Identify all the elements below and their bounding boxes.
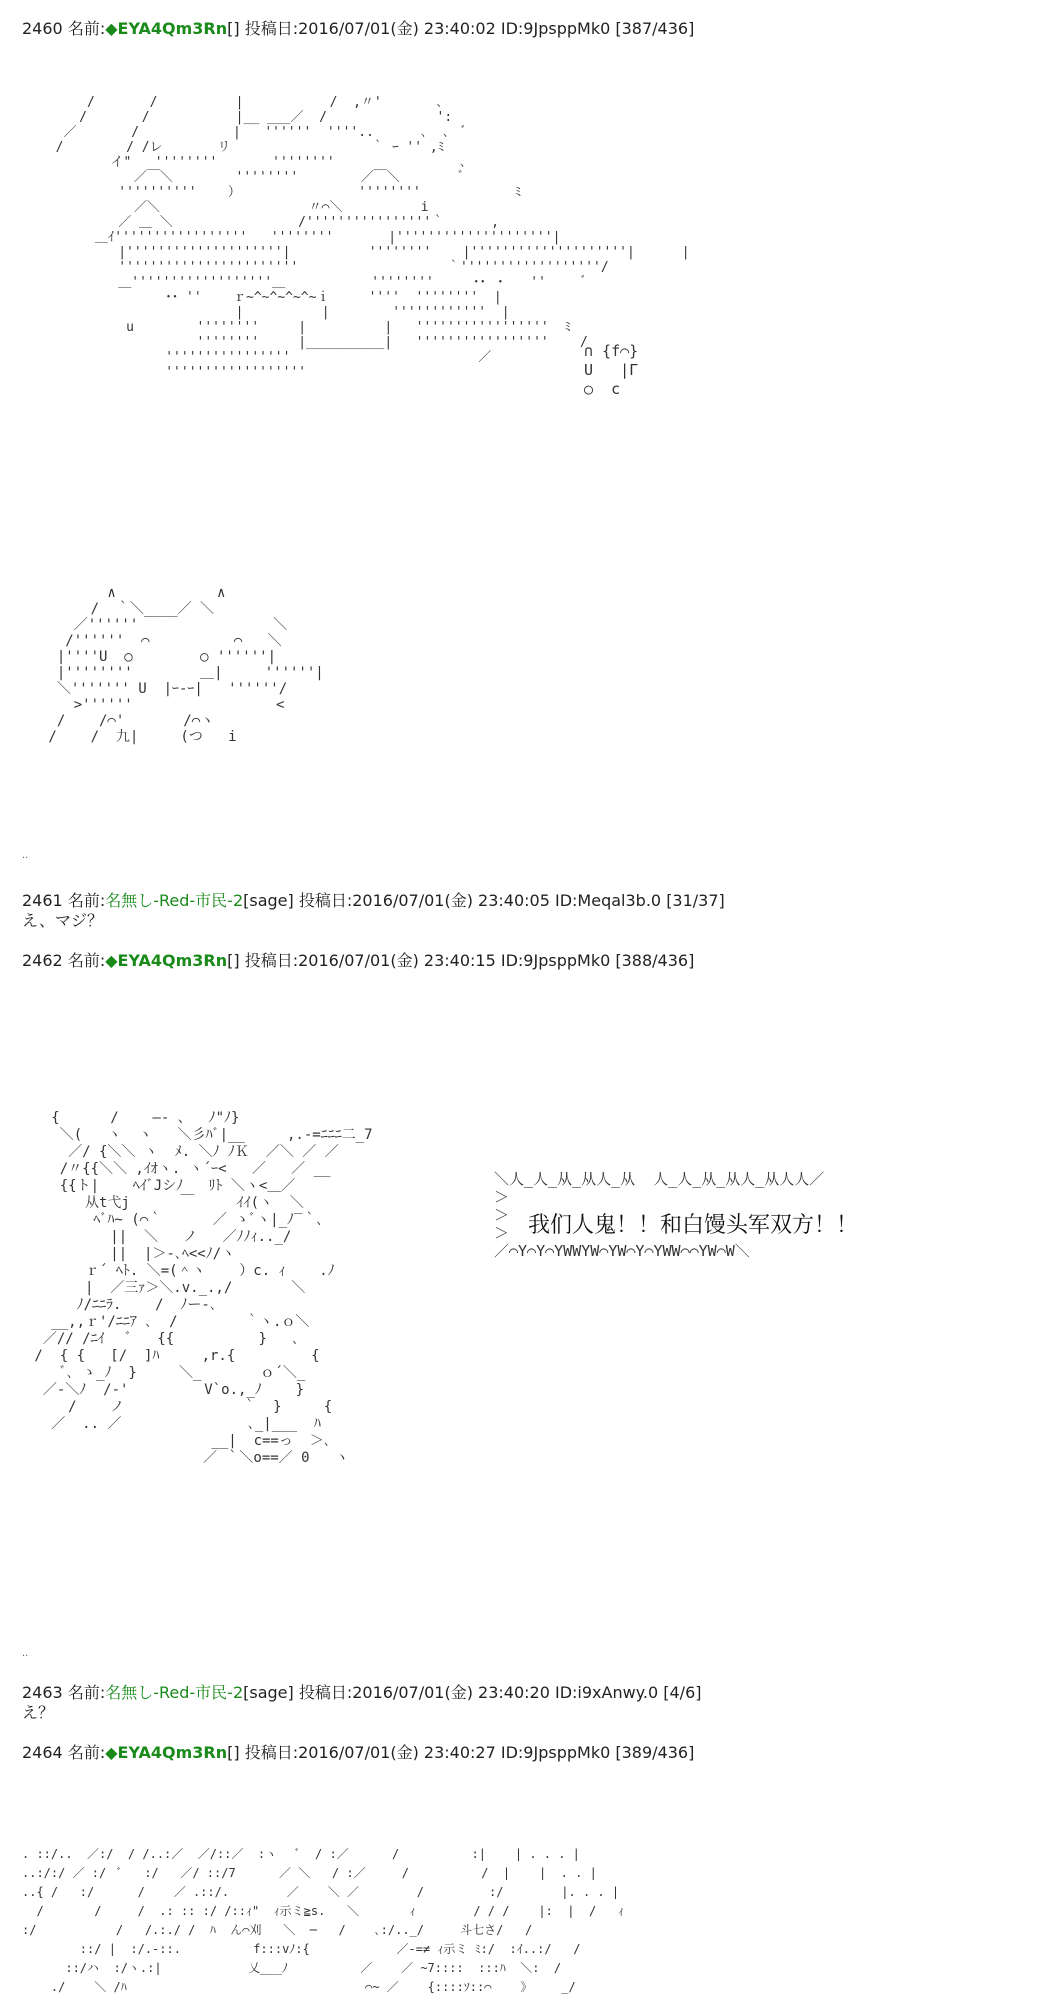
mail-field: [sage]	[243, 1683, 294, 1702]
date-label: 投稿日:	[244, 19, 299, 38]
post-body-2461: え、マジ？	[22, 911, 103, 930]
post-date: 2016/07/01(金) 23:40:27	[298, 1743, 496, 1762]
name-label: 名前:	[67, 1683, 106, 1702]
name-label: 名前:	[67, 19, 106, 38]
speech-bubble-frame: ＼人_人_从_从人_从 人_人_从_从人_从人人／ ＞ ＞ ＞ ／⌒Y⌒Y⌒YWWYW⌒YW⌒Y⌒YWW⌒⌒YW⌒W＼	[494, 1170, 825, 1260]
post-date: 2016/07/01(金) 23:40:20	[352, 1683, 550, 1702]
cap-box: []	[227, 1743, 240, 1762]
separator: ..	[22, 1648, 29, 1659]
ascii-art-cat: ∧ ∧ / ｀＼____／ ＼ ／'''''' ＼ /'''''' ⌒ ⌒ ＼ |''''U ○ ○ ''''''| |'''''''' ＿| ''''''| ＼''''''' U |ｰ-ｰ| ''''''/ >'''''' < / /⌒' /⌒ヽ / / 九| (つ i	[48, 585, 324, 745]
post-date: 2016/07/01(金) 23:40:05	[352, 891, 550, 910]
post-number: 2464	[22, 1743, 63, 1762]
post-number: 2460	[22, 19, 63, 38]
ascii-art-closeup: . ::/.. ／:/ / /..:／ ／/::／ :ヽ ﾞ / :／ / :| | . . . | ..:/:/ ／ :/ ﾞ :/ ／/ ::/7 ／ ＼ / :／ / / | | . . | ..{ / :/ / ／ .::/. ／ ＼ ／ / :/ |. . . | / / / .: :: :/ /::ｨ" ｨ示ミ≧s. ＼ ｨ / / / |: | / ｨ :/ / /.:./ / ﾊ ん⌒刈 ＼ ─ / ､:/.._/ 斗七さ/ / ::/ | :/.-::. f:::vﾉ:{ ／-=≠ ｨ示ミ ﾐ:/ :ｲ..:/ / ::/ハ :/ヽ.:| 乂___ﾉ ／ ／ ~7:::: :::ﾊ ＼: / ./ ＼ /ﾊ ⌒~ ／ {::::ｿ::⌒ 》 _/	[22, 1847, 624, 1994]
post-number: 2463	[22, 1683, 63, 1702]
name-label: 名前:	[67, 891, 106, 910]
poster-id[interactable]: ID:9JpsppMk0	[500, 951, 611, 970]
post-header-2464	[22, 1740, 694, 1763]
name-label: 名前:	[67, 951, 106, 970]
date-label: 投稿日:	[298, 891, 353, 910]
post-date: 2016/07/01(金) 23:40:15	[298, 951, 496, 970]
poster-name: 名無し-Red-市民-2	[105, 1683, 244, 1702]
poster-trip: ◆EYA4Qm3Rn	[105, 19, 228, 38]
post-count: [389/436]	[615, 1743, 695, 1762]
post-header-2462	[22, 948, 694, 971]
date-label: 投稿日:	[244, 1743, 299, 1762]
post-number: 2461	[22, 891, 63, 910]
post-count: [4/6]	[663, 1683, 702, 1702]
name-label: 名前:	[67, 1743, 106, 1762]
post-number: 2462	[22, 951, 63, 970]
post-count: [388/436]	[615, 951, 695, 970]
post-header-2460	[22, 16, 694, 39]
ascii-art-scene: / / | / ,〃' ､ / / |__ ___／ / ': ／ / | '''''' ''''.. ､ ､ ﾞ / / /レ リ ｀ ｰ '' ,ﾐ イ" '''''''' '''''''' ､ ／￣＼ '''''''' ／￣＼ ﾞ '''''''''' ） '''''''' ﾐ ／＼ 〃⌒＼ i ／ ＿ ＼ /''''''''''''''''｀ , ＿ｲ''''''''''''''''' '''''''' |''''''''''''''''''''| |''''''''''''''''''''| '''''''' |''''''''''''''''''''| | ''''''''''''''''''''''' ｀''''''''''''''''''/ ＿''''''''''''''''''＿ '''''''' ･･ ・ '' ﾞ ･･ '' ｒ~^~^~^~^~ｉ '''' '''''''' | | | '''''''''''' | u '''''''' | | ''''''''''''''''' ﾐ '''''''' |__________| ''''''''''''''''' / '''''''''''''''' ／ ''''''''''''''''''	[55, 95, 690, 380]
post-count: [31/37]	[666, 891, 725, 910]
date-label: 投稿日:	[244, 951, 299, 970]
ascii-art-character: { / ―- 、 ﾉ"ﾉ} ＼( ヽ ヽ ＼彡ﾊﾞ|__ ,.-=ﾆﾆﾆ二_7 ／/ {＼＼ ヽ ﾒ. ＼ﾉ ﾉＫ ／＼ ／ ／ /〃{{＼＼ ,ｲｵヽ. ヽ´ｰ< ／ ／ __ {{ト| ﾍｲﾞJシﾉ ﾘﾄ ＼ヽ<＿／ 从t弋j ￣ ｲｲ(ヽ ＼ ﾍﾞﾊ~ (⌒｀ ／ ゝﾞヽ|_ﾉ‾｀､ || ＼ ノ ／ﾉﾉｨ.._/ || |＞-､ﾍ<<ﾉ/ヽ ｒ´ ﾍﾄ. ＼=(＾ヽ ）c. ｨ .ﾉ | ／三ｧ＞＼.v._.,/ ＼ ﾉ/ﾆﾆﾗ. / ﾉー-､ __,,ｒ'/ﾆﾆｱ ､ / ｀ヽ.ｏ＼ ／// /ﾆｲ ﾞ {{ } ､ / { { [/ ]ﾊ ,r.{ { ﾞ､ ゝ_ﾉ } ＼_ ｏ´＼_ ／-＼ﾉ /-' V`o.,_ﾉ } / ノ ｀ } { ／ .. ／ ､_|___ ﾊ __| c==っ ＞､ ／ ｀＼o==／ 0 ヽ	[34, 1110, 373, 1466]
poster-trip: ◆EYA4Qm3Rn	[105, 951, 228, 970]
mail-field: [sage]	[243, 891, 294, 910]
speech-bubble-text: 我们人鬼！！和白馒头军双方！！	[528, 1213, 859, 1238]
post-header-2463	[22, 1680, 701, 1703]
post-date: 2016/07/01(金) 23:40:02	[298, 19, 496, 38]
poster-id[interactable]: ID:i9xAnwy.0	[555, 1683, 659, 1702]
cap-box: []	[227, 19, 240, 38]
poster-id[interactable]: ID:Meqal3b.0	[555, 891, 662, 910]
ascii-art-small: ∩ {f⌒} U |Γ ○ c	[584, 342, 639, 398]
separator: ..	[22, 850, 29, 861]
poster-trip: ◆EYA4Qm3Rn	[105, 1743, 228, 1762]
poster-id[interactable]: ID:9JpsppMk0	[500, 1743, 611, 1762]
post-header-2461	[22, 888, 725, 911]
poster-name: 名無し-Red-市民-2	[105, 891, 244, 910]
cap-box: []	[227, 951, 240, 970]
post-body-2463: え？	[22, 1703, 55, 1722]
date-label: 投稿日:	[298, 1683, 353, 1702]
post-count: [387/436]	[615, 19, 695, 38]
poster-id[interactable]: ID:9JpsppMk0	[500, 19, 611, 38]
